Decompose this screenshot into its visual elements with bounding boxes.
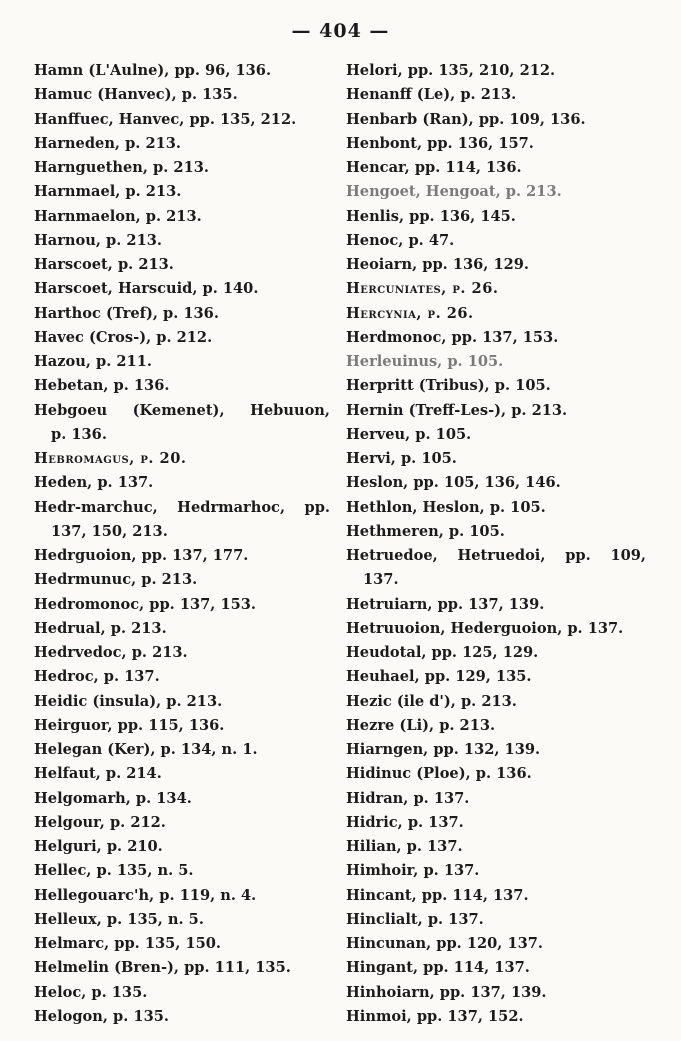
index-entry: Hedromonoc, pp. 137, 153.: [34, 595, 257, 613]
index-entry: Harscoet, Harscuid, p. 140.: [34, 280, 259, 298]
index-entry: Helgour, p. 212.: [34, 813, 166, 831]
index-entry: Hengoet, Hengoat, p. 213.: [346, 183, 562, 201]
index-entry: Hamn (L'Aulne), pp. 96, 136.: [34, 62, 272, 79]
index-entry: Havec (Cros-), p. 212.: [34, 328, 213, 346]
index-entry: Herdmonoc, pp. 137, 153.: [346, 328, 559, 346]
index-entry: Hincant, pp. 114, 137.: [346, 886, 529, 904]
index-entry: Hercynia, p. 26.: [346, 304, 474, 322]
index-entry: Himhoir, p. 137.: [346, 862, 480, 880]
index-entry: Hinclialt, p. 137.: [346, 910, 484, 928]
index-entry: Herleuinus, p. 105.: [346, 353, 504, 370]
index-entry: Heirguor, pp. 115, 136.: [34, 716, 225, 734]
index-entry: Hedrguoion, pp. 137, 177.: [34, 547, 249, 564]
index-entry: Hedrmunuc, p. 213.: [34, 571, 198, 589]
index-entry: Hedrual, p. 213.: [34, 619, 167, 637]
index-entry: Harnguethen, p. 213.: [34, 159, 209, 176]
index-entry: Heden, p. 137.: [34, 474, 154, 492]
index-entry-continuation: 137.: [363, 571, 399, 589]
index-entry-continuation: 137, 150, 213.: [51, 522, 168, 540]
index-entry: Hencar, pp. 114, 136.: [346, 159, 522, 176]
index-entry: Henlis, pp. 136, 145.: [346, 207, 516, 225]
index-entry: Heloc, p. 135.: [34, 983, 148, 1001]
index-entry: Henoc, p. 47.: [346, 231, 455, 249]
index-entry: Harnmaelon, p. 213.: [34, 207, 202, 225]
index-entry: Harnmael, p. 213.: [34, 183, 182, 201]
index-entry: Harscoet, p. 213.: [34, 256, 174, 273]
index-entry: Helogon, p. 135.: [34, 1007, 169, 1025]
index-entry: Hinhoiarn, pp. 137, 139.: [346, 983, 547, 1001]
index-entry: Henbont, pp. 136, 157.: [346, 134, 534, 152]
index-entry: Helguri, p. 210.: [34, 838, 163, 855]
index-entry: Henbarb (Ran), pp. 109, 136.: [346, 110, 586, 128]
index-entry: Hebetan, p. 136.: [34, 377, 170, 395]
index-entry: Hidric, p. 137.: [346, 813, 464, 831]
index-entry: Herpritt (Tribus), p. 105.: [346, 377, 551, 395]
index-entry: Hebgoeu (Kemenet), Hebuuon,: [34, 401, 330, 419]
index-entry: Helgomarh, p. 134.: [34, 789, 192, 807]
index-entry: Hinmoi, pp. 137, 152.: [346, 1007, 524, 1025]
index-entry: Hazou, p. 211.: [34, 353, 152, 370]
index-entry: Heslon, pp. 105, 136, 146.: [346, 474, 561, 492]
page-number: — 404 —: [291, 20, 390, 42]
index-entry: Hedrvedoc, p. 213.: [34, 644, 188, 661]
index-entry: Helleux, p. 135, n. 5.: [34, 910, 204, 928]
index-column-left: [34, 59, 330, 1029]
index-entry: Hedroc, p. 137.: [34, 668, 160, 686]
index-entry: Hellegouarc'h, p. 119, n. 4.: [34, 886, 257, 904]
index-entry: Hilian, p. 137.: [346, 838, 463, 855]
index-entry: Hidinuc (Ploe), p. 136.: [346, 765, 532, 783]
index-entry: Helegan (Ker), p. 134, n. 1.: [34, 741, 258, 758]
index-entry: Helori, pp. 135, 210, 212.: [346, 62, 556, 79]
index-entry: Hanffuec, Hanvec, pp. 135, 212.: [34, 110, 297, 128]
index-entry: Hedr-marchuc, Hedrmarhoc, pp.: [34, 498, 330, 516]
index-entry: Hetruuoion, Hederguoion, p. 137.: [346, 619, 624, 637]
index-entry: Hethlon, Heslon, p. 105.: [346, 498, 546, 516]
index-entry: Hezic (ile d'), p. 213.: [346, 692, 517, 710]
index-entry: Harneden, p. 213.: [34, 134, 181, 152]
index-entry-continuation: p. 136.: [51, 425, 107, 443]
index-entry: Helfaut, p. 214.: [34, 765, 162, 783]
index-entry: Heuhael, pp. 129, 135.: [346, 668, 532, 686]
index-entry: Hellec, p. 135, n. 5.: [34, 862, 194, 880]
index-entry: Hethmeren, p. 105.: [346, 522, 505, 540]
index-entry: Helmarc, pp. 135, 150.: [34, 935, 221, 952]
index-entry: Hercuniates, p. 26.: [346, 280, 499, 298]
index-entry: Henanff (Le), p. 213.: [346, 86, 517, 104]
index-entry: Harnou, p. 213.: [34, 231, 162, 249]
index-entry: Harthoc (Tref), p. 136.: [34, 304, 219, 322]
index-entry: Helmelin (Bren-), pp. 111, 135.: [34, 959, 291, 977]
index-column-right: [346, 59, 646, 1029]
index-entry: Hincunan, pp. 120, 137.: [346, 935, 544, 952]
index-entry: Hetruiarn, pp. 137, 139.: [346, 595, 545, 613]
index-entry: Hezre (Li), p. 213.: [346, 716, 496, 734]
index-entry: Hidran, p. 137.: [346, 789, 470, 807]
index-entry: Hamuc (Hanvec), p. 135.: [34, 86, 238, 104]
index-entry: Herveu, p. 105.: [346, 425, 472, 443]
index-entry: Hingant, pp. 114, 137.: [346, 959, 530, 977]
index-entry: Hiarngen, pp. 132, 139.: [346, 741, 541, 758]
index-entry: Hervi, p. 105.: [346, 450, 457, 467]
index-entry: Hebromagus, p. 20.: [34, 450, 187, 467]
index-entry: Heudotal, pp. 125, 129.: [346, 644, 539, 661]
index-entry: Heidic (insula), p. 213.: [34, 692, 223, 710]
index-entry: Hernin (Treff-Les-), p. 213.: [346, 401, 568, 419]
index-entry: Heoiarn, pp. 136, 129.: [346, 256, 530, 273]
index-entry: Hetruedoe, Hetruedoi, pp. 109,: [346, 547, 646, 564]
